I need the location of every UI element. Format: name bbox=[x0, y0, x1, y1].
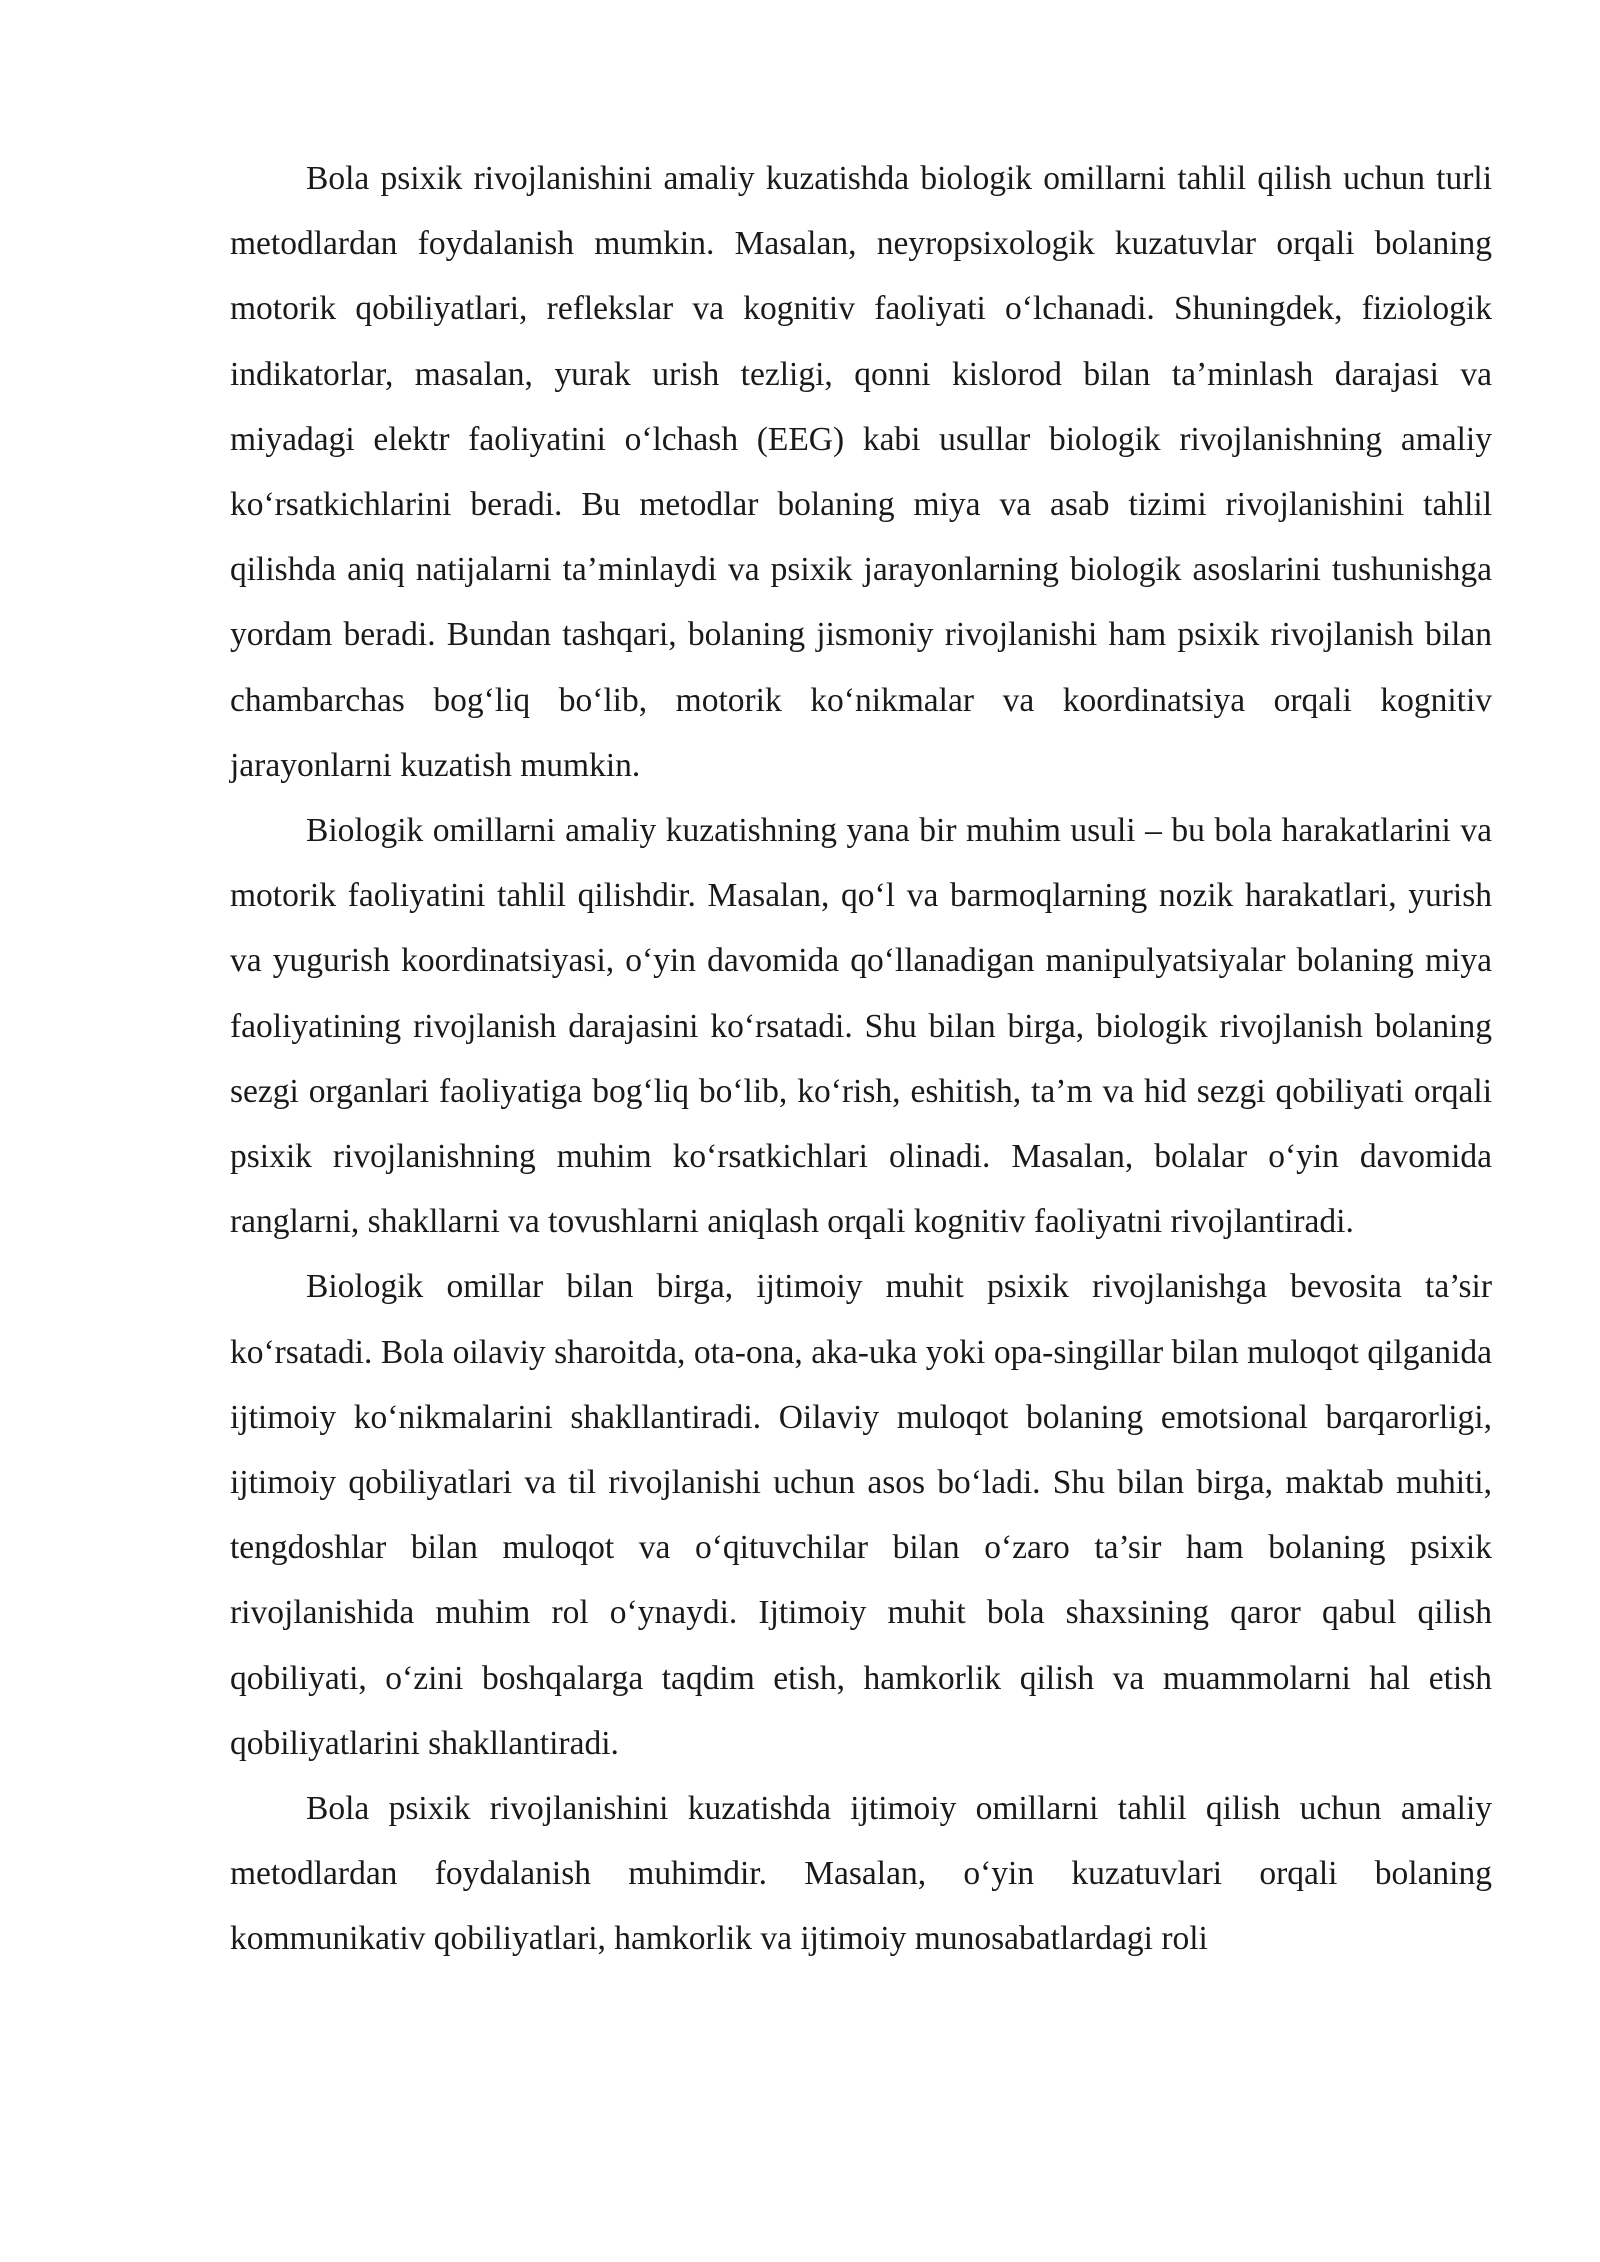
paragraph-social-environment: Biologik omillar bilan birga, ijtimoiy muhit psixik rivojlanishga bevosita ta’sir ko‘rsatadi. Bola oilaviy sharoitda, ota-ona, aka-uka yoki opa-singillar bilan muloqot qilganida ijtimoiy ko‘nikmalarini shakllantiradi. Oilaviy muloqot bolaning emotsional barqarorligi, ijtimoiy qobiliyatlari va til rivojlanishi uchun asos bo‘ladi. Shu bilan birga, maktab muhiti, tengdoshlar bilan muloqot va o‘qituvchilar bilan o‘zaro ta’sir ham bolaning psixik rivojlanishida muhim rol o‘ynaydi. Ijtimoiy muhit bola shaxsining qaror qabul qilish qobiliyati, o‘zini boshqalarga taqdim etish, hamkorlik qilish va muammolarni hal etish qobiliyatlarini shakllantiradi. bbox=[230, 1268, 1492, 1762]
paragraph-social-observation: Bola psixik rivojlanishini kuzatishda ijtimoiy omillarni tahlil qilish uchun amaliy metodlardan foydalanish muhimdir. Masalan, o‘yin kuzatuvlari orqali bolaning kommunikativ qobiliyatlari, hamkorlik va ijtimoiy munosabatlardagi roli bbox=[230, 1790, 1492, 1958]
paragraph-biological-methods: Bola psixik rivojlanishini amaliy kuzatishda biologik omillarni tahlil qilish uchun turli metodlardan foydalanish mumkin. Masalan, neyropsixologik kuzatuvlar orqali bolaning motorik qobiliyatlari, reflekslar va kognitiv faoliyati o‘lchanadi. Shuningdek, fiziologik indikatorlar, masalan, yurak urish tezligi, qonni kislorod bilan ta’minlash darajasi va miyadagi elektr faoliyatini o‘lchash (EEG) kabi usullar biologik rivojlanishning amaliy ko‘rsatkichlarini beradi. Bu metodlar bolaning miya va asab tizimi rivojlanishini tahlil qilishda aniq natijalarni ta’minlaydi va psixik jarayonlarning biologik asoslarini tushunishga yordam beradi. Bundan tashqari, bolaning jismoniy rivojlanishi ham psixik rivojlanish bilan chambarchas bog‘liq bo‘lib, motorik ko‘nikmalar va koordinatsiya orqali kognitiv jarayonlarni kuzatish mumkin. bbox=[230, 160, 1492, 784]
document-page bbox=[230, 146, 1492, 1972]
paragraph-motor-activity: Biologik omillarni amaliy kuzatishning yana bir muhim usuli – bu bola harakatlarini va motorik faoliyatini tahlil qilishdir. Masalan, qo‘l va barmoqlarning nozik harakatlari, yurish va yugurish koordinatsiyasi, o‘yin davomida qo‘llanadigan manipulyatsiyalar bolaning miya faoliyatining rivojlanish darajasini ko‘rsatadi. Shu bilan birga, biologik rivojlanish bolaning sezgi organlari faoliyatiga bog‘liq bo‘lib, ko‘rish, eshitish, ta’m va hid sezgi qobiliyati orqali psixik rivojlanishning muhim ko‘rsatkichlari olinadi. Masalan, bolalar o‘yin davomida ranglarni, shakllarni va tovushlarni aniqlash orqali kognitiv faoliyatni rivojlantiradi. bbox=[230, 812, 1492, 1241]
